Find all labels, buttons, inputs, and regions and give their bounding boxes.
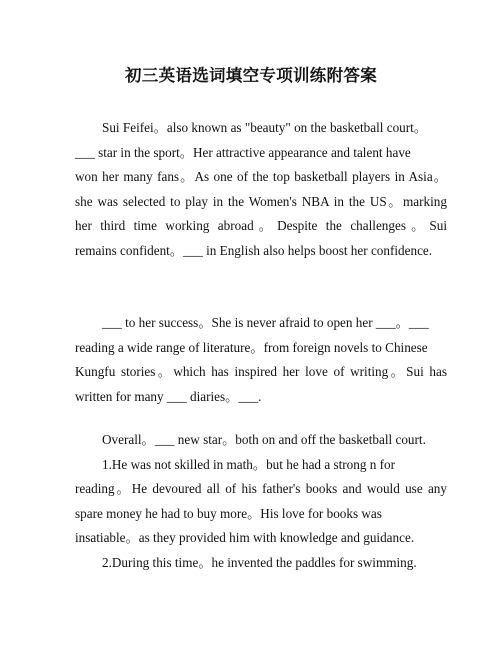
text-line: spare money he had to buy more。His love for books was: [75, 505, 382, 521]
paragraph-sui-feifei-intro: [75, 116, 447, 264]
text-line: reading a wide range of literature。from foreign novels to Chinese: [75, 339, 428, 355]
text-line: insatiable。as they provided him with knowledge and guidance.: [75, 530, 415, 546]
paragraph-sui-feifei-success: [75, 311, 447, 409]
text-line: her third time working abroad。Despite the challenges。Sui: [75, 218, 447, 234]
paragraph-overall-and-list: [75, 428, 447, 576]
text-line: remains confident。___ in English also helps boost her confidence.: [75, 242, 433, 258]
text-line: Kungfu stories。which has inspired her love of writing。Sui has: [75, 364, 447, 380]
document-title: 初三英语选词填空专项训练附答案: [125, 66, 377, 85]
text-line: ___ star in the sport。Her attractive appearance and talent have: [75, 144, 411, 160]
list-item-2: 2.During this time。he invented the paddles for swimming.: [102, 554, 417, 570]
text-line: Overall。___ new star。both on and off the basketball court.: [102, 432, 426, 447]
text-line: written for many ___ diaries。___.: [75, 388, 262, 404]
text-line: ___ to her success。She is never afraid to open her ___。___: [102, 315, 429, 330]
text-line: reading。He devoured all of his father's books and would use any: [75, 481, 447, 497]
text-line: she was selected to play in the Women's NBA in the US。marking: [75, 193, 447, 209]
list-item-1: 1.He was not skilled in math。but he had a strong n for: [102, 456, 396, 472]
text-line: won her many fans。As one of the top basketball players in Asia。: [75, 169, 447, 185]
text-line: Sui Feifei。also known as "beauty" on the basketball court。: [102, 120, 428, 135]
